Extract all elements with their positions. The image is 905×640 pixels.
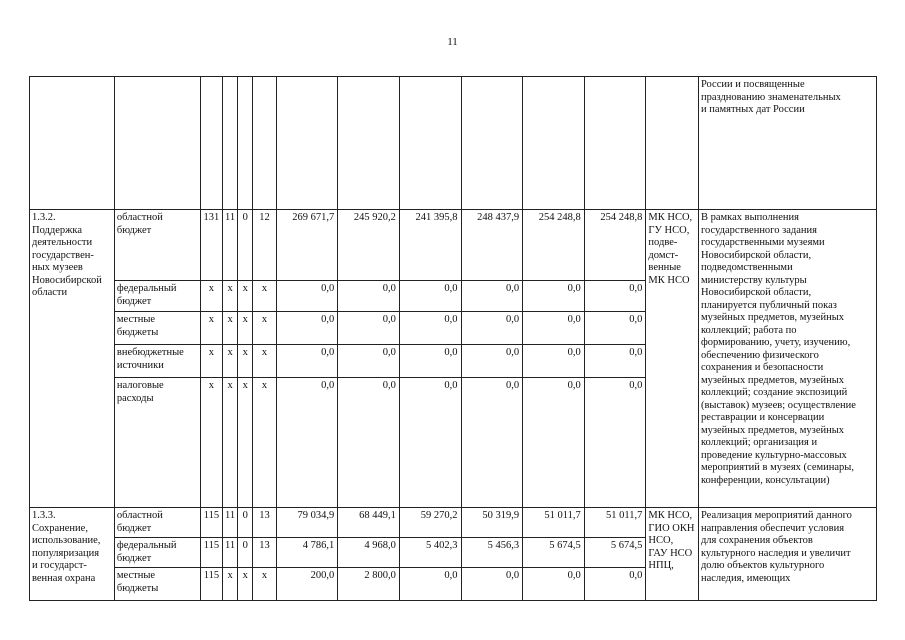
value-cell: 0,0 (584, 345, 646, 378)
code-cell: 11 (223, 210, 238, 281)
value-cell: 50 319,9 (461, 508, 523, 538)
code-cell: х (253, 281, 276, 312)
source-cell: местные бюджеты (114, 312, 200, 345)
value-cell: 5 402,3 (399, 538, 461, 568)
description-cell: В рамках выполнения государственного задания государственными музеями Новосибирской области, подведомственными министерству культуры Новосибирской области, планируется публичный показ музейных предметов, музейных коллекций; работа по формированию, учету, изучению, обеспечению физического сохранения и безопасности музейных предметов, музейных коллекций; создание экспозиций (выставок) музеев; осуществление реставрации и консервации музейных предметов, музейных коллекций; организация и проведение культурно-массовых мероприятий в музеях (семинары, конференции, консультации) (698, 210, 876, 508)
value-cell: 2 800,0 (338, 568, 400, 601)
value-cell: 79 034,9 (276, 508, 338, 538)
code-cell: 0 (238, 508, 253, 538)
value-cell: 0,0 (523, 345, 585, 378)
value-cell: 0,0 (584, 568, 646, 601)
value-cell: 51 011,7 (523, 508, 585, 538)
code-cell: х (253, 312, 276, 345)
code-cell: 12 (253, 210, 276, 281)
page-number: 11 (447, 36, 458, 48)
code-cell: х (253, 345, 276, 378)
code-cell: х (238, 345, 253, 378)
value-cell: 245 920,2 (338, 210, 400, 281)
empty-cell (399, 77, 461, 210)
value-cell: 0,0 (399, 345, 461, 378)
code-cell: х (200, 281, 222, 312)
value-cell: 0,0 (461, 568, 523, 601)
value-cell: 254 248,8 (584, 210, 646, 281)
code-cell: 13 (253, 538, 276, 568)
code-cell: х (200, 312, 222, 345)
value-cell: 0,0 (523, 378, 585, 508)
value-cell: 0,0 (461, 378, 523, 508)
value-cell: 5 456,3 (461, 538, 523, 568)
empty-cell (238, 77, 253, 210)
empty-cell (461, 77, 523, 210)
empty-cell (338, 77, 400, 210)
empty-cell (200, 77, 222, 210)
empty-cell (114, 77, 200, 210)
code-cell: х (238, 312, 253, 345)
value-cell: 0,0 (338, 378, 400, 508)
code-cell: 115 (200, 568, 222, 601)
table-row (30, 508, 877, 538)
table-row (30, 210, 877, 281)
source-cell: федеральный бюджет (114, 538, 200, 568)
value-cell: 0,0 (584, 281, 646, 312)
code-cell: 11 (223, 538, 238, 568)
code-cell: х (238, 378, 253, 508)
code-cell: х (200, 345, 222, 378)
table-body (30, 77, 877, 601)
value-cell: 0,0 (276, 345, 338, 378)
value-cell: 0,0 (399, 568, 461, 601)
code-cell: 115 (200, 538, 222, 568)
code-cell: 0 (238, 538, 253, 568)
source-cell: федеральный бюджет (114, 281, 200, 312)
description-cell: России и посвященные празднованию знаменательных и памятных дат России (698, 77, 876, 210)
value-cell: 0,0 (523, 281, 585, 312)
value-cell: 4 968,0 (338, 538, 400, 568)
code-cell: х (223, 568, 238, 601)
value-cell: 0,0 (461, 345, 523, 378)
value-cell: 0,0 (338, 281, 400, 312)
value-cell: 68 449,1 (338, 508, 400, 538)
value-cell: 4 786,1 (276, 538, 338, 568)
source-cell: областной бюджет (114, 508, 200, 538)
empty-cell (276, 77, 338, 210)
code-cell: х (238, 568, 253, 601)
item-name-cell: 1.3.2. Поддержка деятельности государствен- ных музеев Новосибирской области (30, 210, 115, 508)
value-cell: 248 437,9 (461, 210, 523, 281)
executor-cell: МК НСО, ГУ НСО, подве- домст- венные МК НСО (646, 210, 699, 508)
code-cell: х (253, 378, 276, 508)
code-cell: 13 (253, 508, 276, 538)
executor-cell: МК НСО, ГИО ОКН НСО, ГАУ НСО НПЦ, (646, 508, 699, 601)
source-cell: областной бюджет (114, 210, 200, 281)
value-cell: 0,0 (461, 281, 523, 312)
value-cell: 241 395,8 (399, 210, 461, 281)
value-cell: 0,0 (399, 281, 461, 312)
code-cell: х (223, 345, 238, 378)
item-name-cell: 1.3.3. Сохранение, использование, популяризация и государст- венная охрана (30, 508, 115, 601)
code-cell: х (223, 281, 238, 312)
table-row (30, 77, 877, 210)
source-cell: налоговые расходы (114, 378, 200, 508)
code-cell: х (223, 312, 238, 345)
empty-cell (223, 77, 238, 210)
value-cell: 254 248,8 (523, 210, 585, 281)
empty-cell (523, 77, 585, 210)
value-cell: 269 671,7 (276, 210, 338, 281)
source-cell: внебюджетные источники (114, 345, 200, 378)
value-cell: 5 674,5 (584, 538, 646, 568)
value-cell: 0,0 (399, 312, 461, 345)
code-cell: 11 (223, 508, 238, 538)
value-cell: 0,0 (338, 345, 400, 378)
value-cell: 0,0 (461, 312, 523, 345)
code-cell: х (238, 281, 253, 312)
code-cell: 0 (238, 210, 253, 281)
value-cell: 0,0 (584, 312, 646, 345)
empty-cell (253, 77, 276, 210)
value-cell: 0,0 (276, 312, 338, 345)
value-cell: 0,0 (523, 568, 585, 601)
code-cell: х (223, 378, 238, 508)
value-cell: 0,0 (399, 378, 461, 508)
empty-cell (646, 77, 699, 210)
budget-table (29, 76, 877, 601)
code-cell: х (200, 378, 222, 508)
value-cell: 0,0 (276, 378, 338, 508)
value-cell: 0,0 (276, 281, 338, 312)
value-cell: 200,0 (276, 568, 338, 601)
description-cell: Реализация мероприятий данного направления обеспечит условия для сохранения объектов культурного наследия и увеличит долю объектов культурного наследия, имеющих (698, 508, 876, 601)
code-cell: 131 (200, 210, 222, 281)
value-cell: 5 674,5 (523, 538, 585, 568)
value-cell: 59 270,2 (399, 508, 461, 538)
source-cell: местные бюджеты (114, 568, 200, 601)
value-cell: 0,0 (338, 312, 400, 345)
code-cell: х (253, 568, 276, 601)
value-cell: 51 011,7 (584, 508, 646, 538)
empty-cell (584, 77, 646, 210)
code-cell: 115 (200, 508, 222, 538)
empty-cell (30, 77, 115, 210)
value-cell: 0,0 (523, 312, 585, 345)
value-cell: 0,0 (584, 378, 646, 508)
